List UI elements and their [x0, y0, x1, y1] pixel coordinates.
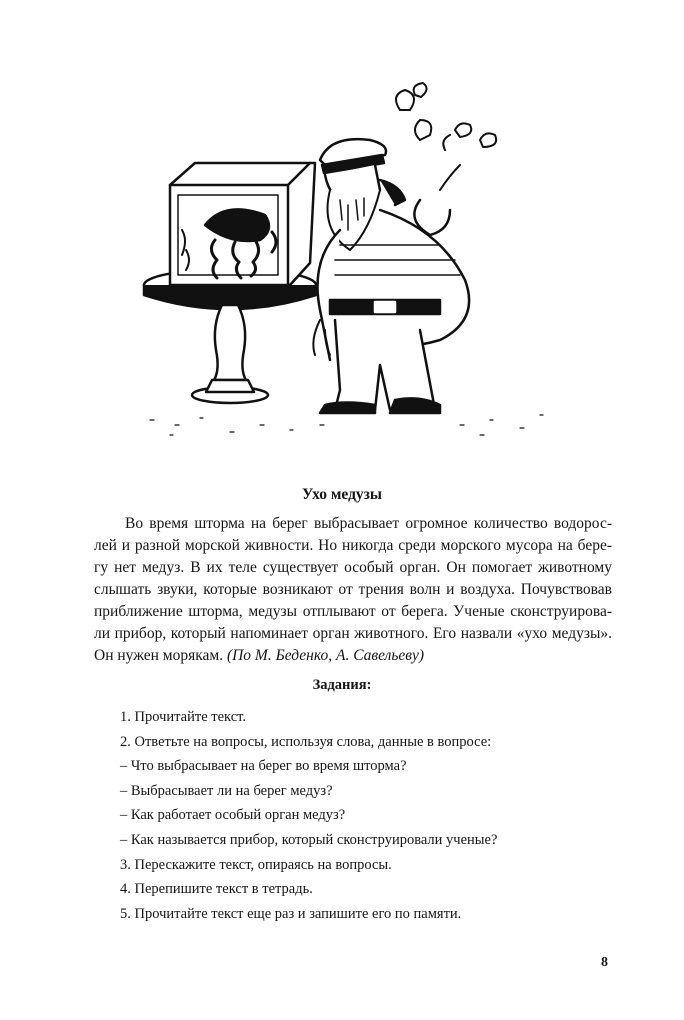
table [144, 269, 316, 403]
task-item: 3. Перескажите текст, опираясь на вопросы. [120, 856, 392, 873]
task-item: 4. Перепишите текст в тетрадь. [120, 881, 313, 898]
story-line: Он нужен морякам. [94, 647, 224, 664]
aquarium [170, 163, 315, 285]
story-line: Во время шторма на берег выбрасывает огромное количество водорос- [125, 515, 612, 532]
task-item: 5. Прочитайте текст еще раз и запишите его по памяти. [120, 905, 462, 922]
task-item: – Выбрасывает ли на берег медуз? [120, 782, 333, 799]
task-item: 1. Прочитайте текст. [120, 709, 247, 725]
task-item: – Что выбрасывает на берег во время шторма? [120, 758, 407, 775]
story-text [94, 513, 612, 667]
task-item: – Как работает особый орган медуз? [120, 807, 346, 824]
story-title: Ухо медузы [301, 486, 383, 503]
attribution: (По М. Беденко, А. Савельеву) [226, 647, 425, 664]
story-last-line [94, 645, 612, 667]
story-line: ли прибор, который напоминает орган животного. Его назвали «ухо медузы». [94, 625, 612, 642]
task-item: – Как называется прибор, который сконструировали ученые? [120, 831, 498, 848]
story-line: слышать звуки, которые возникают от трения волн и воздуха. Почувствовав [94, 581, 612, 598]
tasks-heading: Задания: [312, 677, 372, 693]
ground-dots [150, 415, 543, 435]
illustration-sailor-aquarium [0, 0, 684, 470]
page-number: 8 [601, 955, 608, 970]
story-line: лей и разной морской живности. Но никогда среди морского мусора на бере- [94, 537, 612, 554]
sailor [313, 83, 496, 413]
story-line: приближение шторма, медузы отплывают от берега. Ученые сконструирова- [94, 603, 612, 620]
task-item: 2. Ответьте на вопросы, используя слова, данные в вопросе: [120, 733, 492, 750]
story-line: гу нет медуз. В их теле существует особый орган. Он помогает животному [94, 559, 612, 576]
tasks-list [120, 705, 497, 926]
